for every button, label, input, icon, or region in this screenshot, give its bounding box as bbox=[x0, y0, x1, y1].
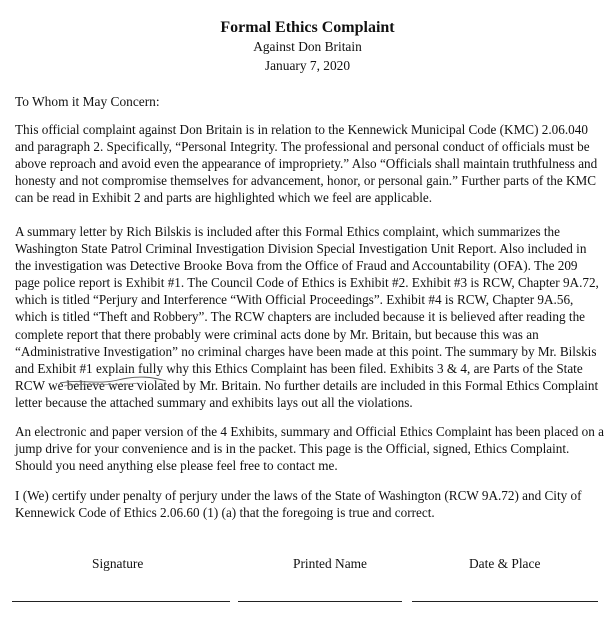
signature-label: Signature bbox=[92, 556, 144, 571]
paragraph-summary-exhibits: A summary letter by Rich Bilskis is included after this Formal Ethics complaint, which summarizes the Washington State Patrol Criminal Investigation Division Special Investigation Unit Report. Also included in the investigation was Detective Brooke Bova from the Office of Fraud and Accountability (OFA). The 209 page police report is Exhibit #1. The Council Code of Ethics is Exhibit #2. Exhibit #3 is RCW, Chapter 9A.72, which is titled “Perjury and Interference “With Official Proceedings”. Exhibit #4 is RCW, Chapter 9A.56, which is titled “Theft and Robbery”. The RCW chapters are included because it is believed after reading the complete report that there probably were criminal acts done by Mr. Britain, but because this was an “Administrative Investigation” no criminal charges have been made at this point. The summary by Mr. Bilskis and Exhibit #1 explain fully why this Ethics Complaint has been filed. Exhibits 3 & 4, are Parts of the State RCW we believe were violated by Mr. Britain. No further details are included in this Formal Ethics Complaint letter because the attached summary and exhibits lays out all the violations. bbox=[15, 224, 599, 410]
document-subtitle: Against Don Britain bbox=[253, 39, 362, 54]
paragraph-certification: I (We) certify under penalty of perjury under the laws of the State of Washington (RCW 9A.72) and City of Kennewick Code of Ethics 2.06.60 (1) (a) that the foregoing is true and correct. bbox=[15, 488, 582, 521]
date-place-line bbox=[412, 601, 598, 602]
printed-name-line bbox=[238, 601, 402, 602]
paragraph-electronic-version: An electronic and paper version of the 4 Exhibits, summary and Official Ethics Complaint has been placed on a jump drive for your convenience and is in the packet. This page is the Official, signed, Ethics Complaint. Should you need anything else please feel free to contact me. bbox=[15, 424, 604, 474]
date-place-label: Date & Place bbox=[469, 556, 541, 571]
document-date: January 7, 2020 bbox=[264, 58, 351, 73]
paragraph-kmc-reference: This official complaint against Don Britain is in relation to the Kennewick Municipal Code (KMC) 2.06.040 and paragraph 2. Specifically, “Personal Integrity. The professional and personal conduct of officials must be above reproach and avoid even the appearance of impropriety.” Also “Officials shall maintain truthfulness and honesty and not compromise themselves for advancement, honor, or personal gain.” Further parts of the KMC can be read in Exhibit 2 and parts are highlighted which we feel are applicable. bbox=[15, 122, 598, 206]
signature-line bbox=[12, 601, 230, 602]
printed-name-label: Printed Name bbox=[293, 556, 368, 571]
document-title: Formal Ethics Complaint bbox=[220, 19, 395, 36]
document-header bbox=[0, 18, 615, 75]
salutation: To Whom it May Concern: bbox=[15, 94, 160, 109]
